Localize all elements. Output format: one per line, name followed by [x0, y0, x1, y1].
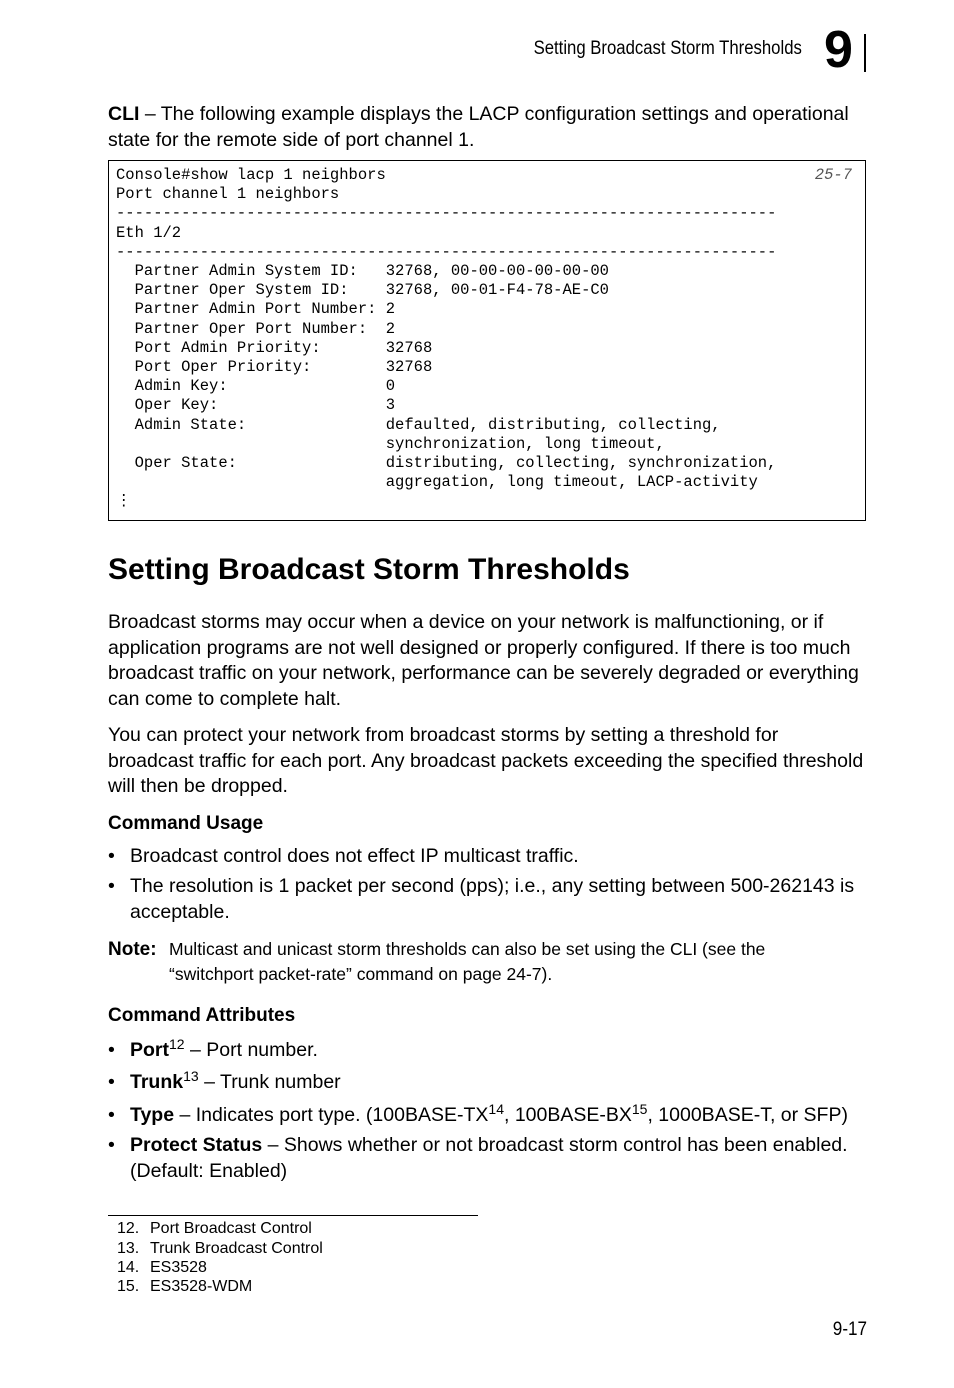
note-text: Multicast and unicast storm thresholds can also be set using the CLI (see the “switchport packet-rate” command on page 24-7).	[169, 939, 766, 984]
footnote-number: 15.	[117, 1278, 140, 1295]
attr-protect-desc: – Shows whether or not broadcast storm control has been enabled. (Default: Enabled)	[130, 1134, 848, 1182]
footnote-ref-13: 13	[183, 1068, 199, 1084]
footnote-ref-14: 14	[488, 1101, 504, 1117]
list-item-text: Broadcast control does not effect IP multicast traffic.	[130, 845, 579, 867]
chapter-divider	[864, 34, 866, 72]
footnote-text: Port Broadcast Control	[150, 1220, 312, 1237]
attr-trunk-term: Trunk	[130, 1071, 184, 1093]
code-listing: Console#show lacp 1 neighbors Port channel 1 neighbors ----------------------------------------------------------------------- Eth 1/2 ----------------------------------------------------------------------- Partner Admin System ID: 32768, 00-00-00-00-00-00 Partner Oper System ID: 32768, 00-01-F4-78-AE-C0 Partner Admin Port Number: 2 Partner Oper Port Number: 2 Port Admin Priority: 32768 Port Oper Priority: 32768 Admin Key: 0 Oper Key: 3 Admin State: defaulted, distributing, collecting, synchronization, long timeout, Oper State: distributing, collecting, synchronization, aggregation, long timeout, LACP-activity ⋮	[116, 166, 777, 511]
attr-type-term: Type	[130, 1104, 175, 1126]
footnote-divider	[108, 1215, 478, 1216]
list-item-text: The resolution is 1 packet per second (pps); i.e., any setting between 500-262143 is acceptable.	[130, 875, 855, 923]
footnote-text: ES3528-WDM	[150, 1278, 253, 1295]
footnote-ref-12: 12	[169, 1036, 185, 1052]
list-item-text	[130, 1070, 868, 1096]
running-header: Setting Broadcast Storm Thresholds	[533, 38, 802, 59]
list-item-text	[130, 1038, 868, 1064]
footnote-number: 13.	[117, 1240, 140, 1257]
intro-label: CLI	[108, 103, 140, 125]
list-item-text	[130, 1103, 868, 1129]
intro-text: – The following example displays the LACP configuration settings and operational state for the remote side of port channel 1.	[108, 103, 849, 151]
footnote	[117, 1258, 207, 1277]
page-number: 9-17	[832, 1319, 867, 1340]
list-item-text	[130, 1133, 868, 1184]
bullet-icon: •	[108, 875, 115, 897]
code-example-box	[108, 160, 866, 521]
attr-trunk-desc: – Trunk number	[198, 1071, 341, 1093]
intro-paragraph	[108, 101, 868, 153]
body-paragraph-1: Broadcast storms may occur when a device on your network is malfunctioning, or if application programs are not well designed or properly configured. If there is too much broadcast traffic on your network, performance can be severely degraded or everything can come to complete halt.	[108, 611, 859, 710]
bullet-icon: •	[108, 1104, 115, 1126]
chapter-number: 9	[824, 21, 853, 79]
footnote-ref-15: 15	[631, 1101, 648, 1117]
body-paragraph-2: You can protect your network from broadcast storms by setting a threshold for broadcast traffic for each port. Any broadcast packets exceeding the specified threshold will then be dropped.	[108, 724, 864, 797]
bullet-icon: •	[108, 845, 115, 867]
footnote	[117, 1277, 252, 1296]
bullet-icon: •	[108, 1039, 115, 1061]
footnote-text: Trunk Broadcast Control	[150, 1240, 323, 1257]
attr-protect-term: Protect Status	[130, 1134, 263, 1156]
note-label: Note:	[108, 939, 157, 960]
footnote-text: ES3528	[150, 1259, 207, 1276]
section-title: Setting Broadcast Storm Thresholds	[108, 553, 630, 586]
code-page-reference: 25-7	[814, 166, 852, 184]
command-usage-heading: Command Usage	[108, 813, 264, 834]
bullet-icon: •	[108, 1134, 115, 1156]
attr-type-desc: – Indicates port type. (100BASE-TX	[174, 1104, 489, 1126]
footnote-number: 14.	[117, 1259, 140, 1276]
footnote	[117, 1239, 323, 1258]
attr-port-desc: – Port number.	[184, 1039, 318, 1061]
footnote-number: 12.	[117, 1220, 140, 1237]
attr-type-desc: , 100BASE-BX	[503, 1104, 632, 1126]
footnote	[117, 1219, 312, 1238]
attr-port-term: Port	[130, 1039, 169, 1061]
command-attributes-heading: Command Attributes	[108, 1005, 296, 1026]
bullet-icon: •	[108, 1071, 115, 1093]
attr-type-desc: , 1000BASE-T, or SFP)	[647, 1104, 848, 1126]
